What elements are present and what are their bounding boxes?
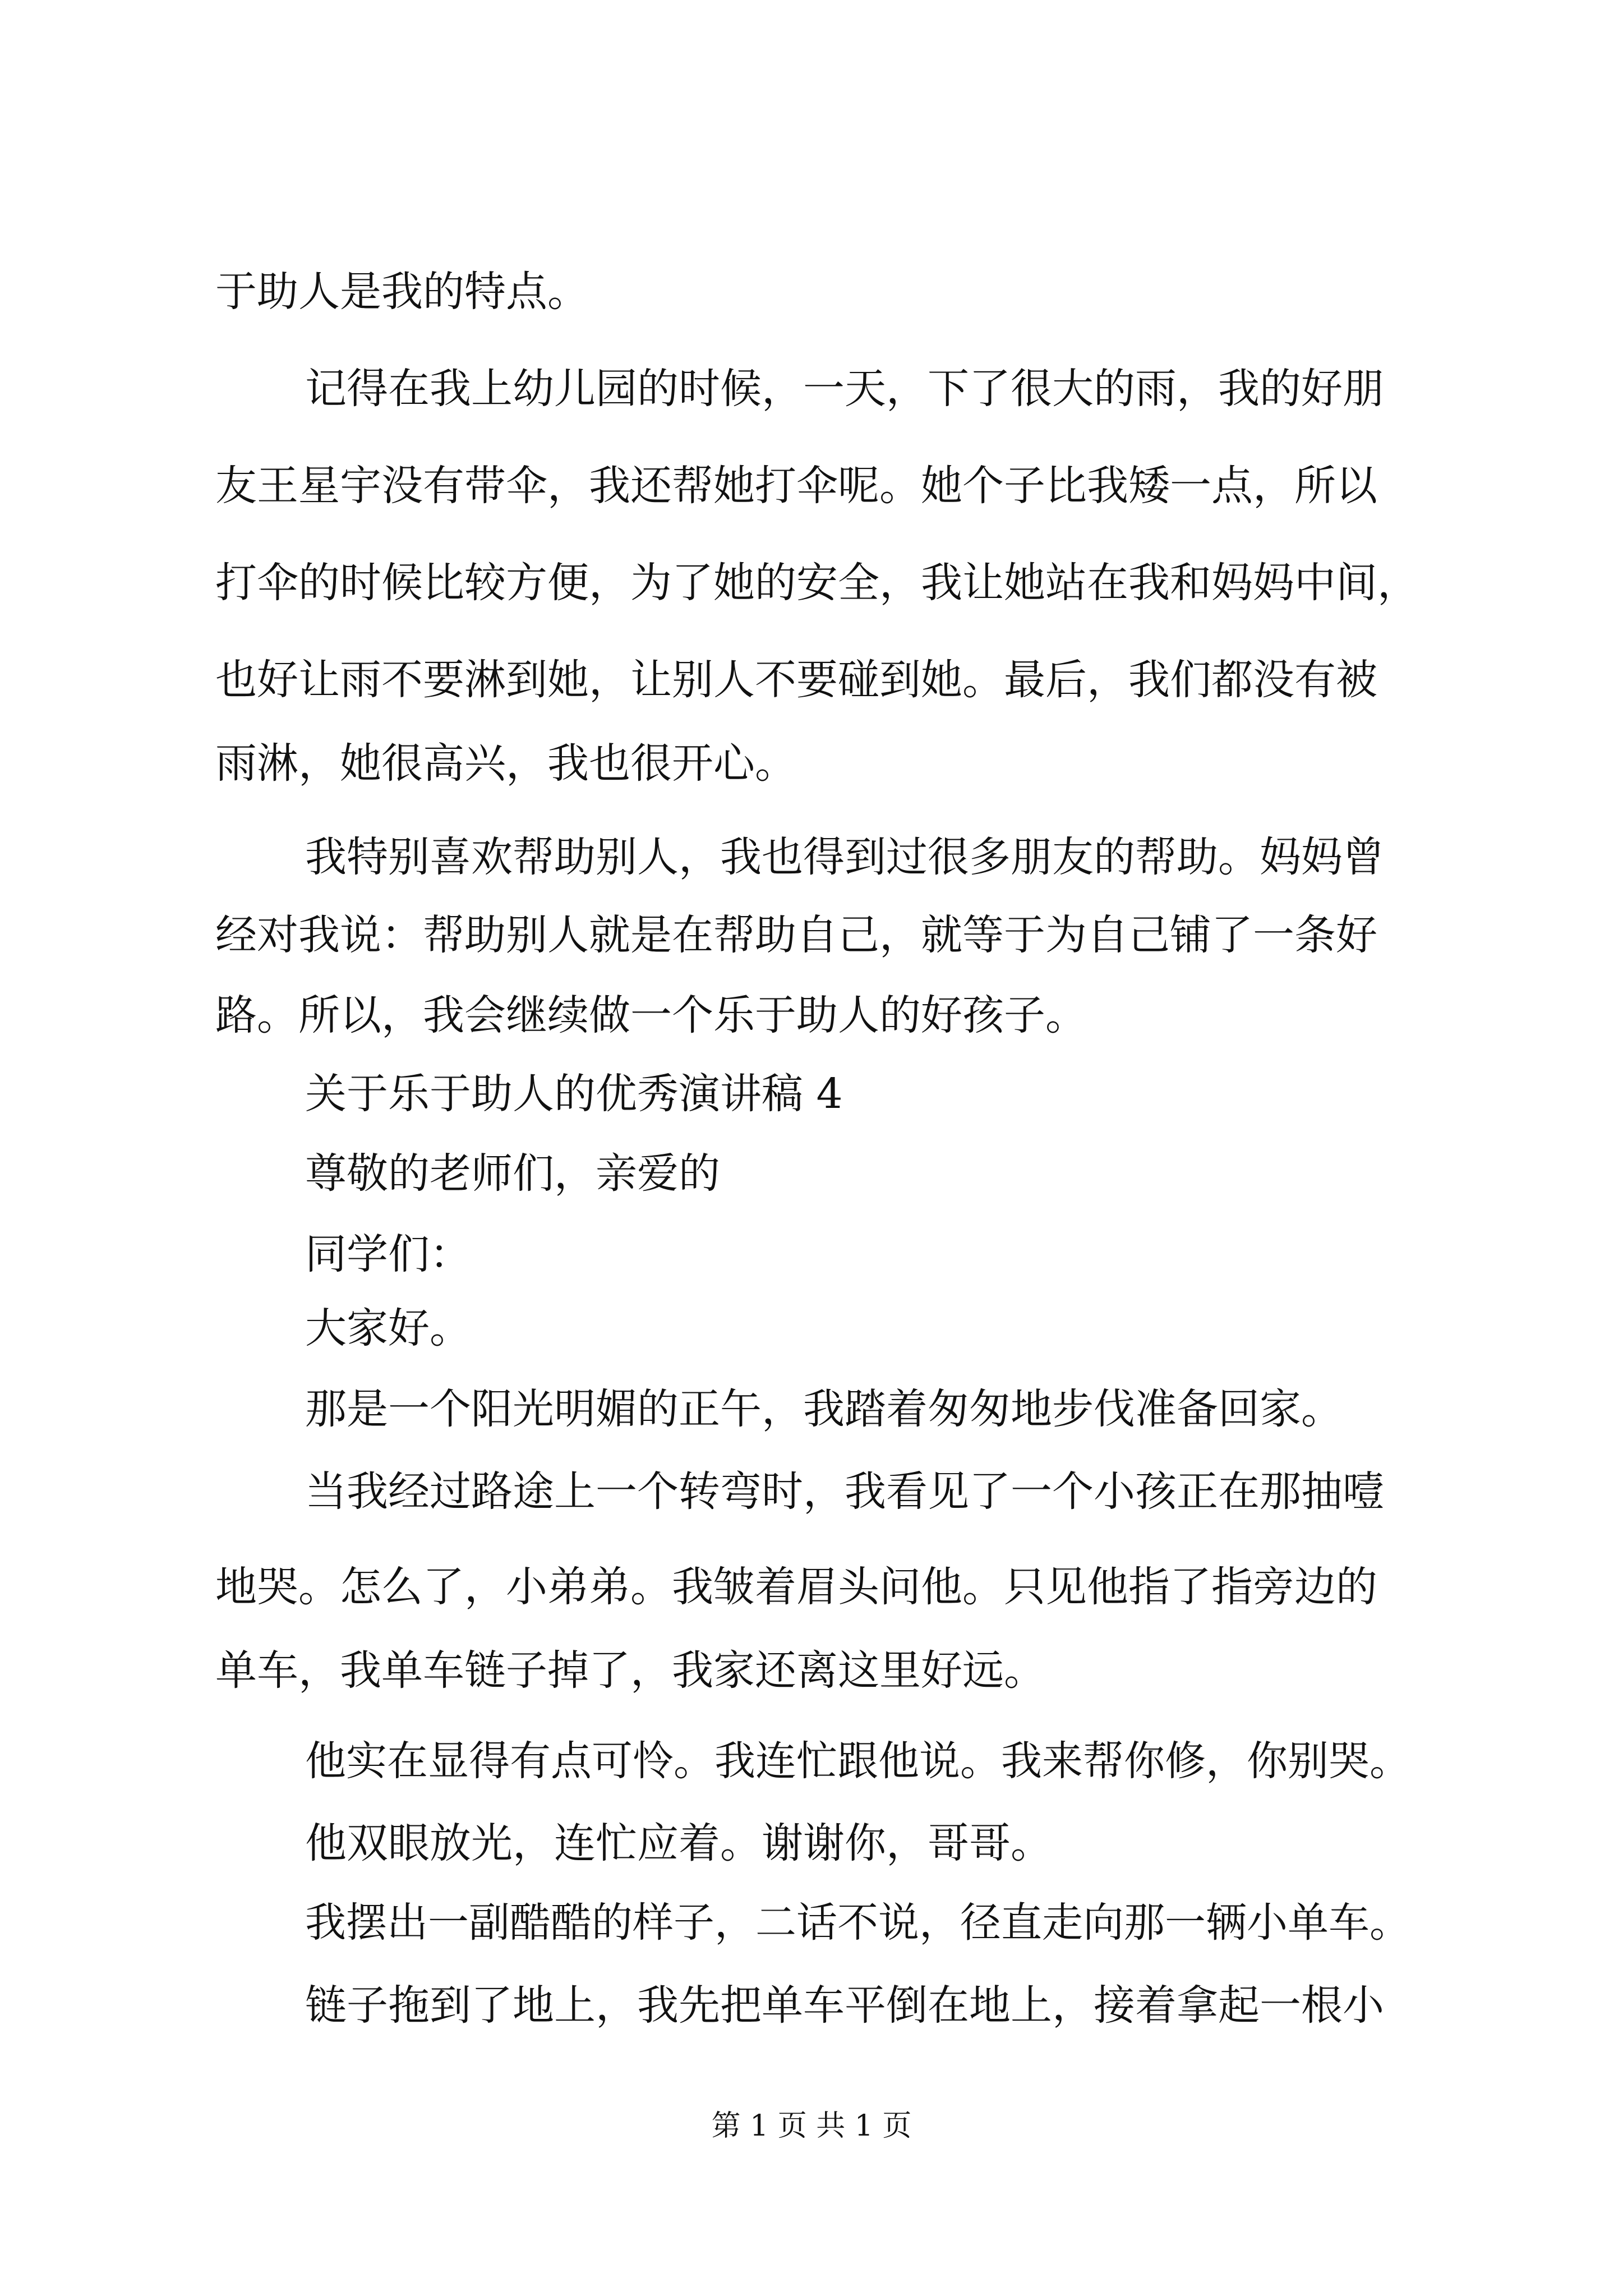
paragraph-line: 大家好。 <box>305 1304 471 1352</box>
text-line: 雨淋，她很高兴，我也很开心。 <box>215 739 796 788</box>
paragraph-line: 他实在显得有点可怜。我连忙跟他说。我来帮你修，你别哭。 <box>305 1737 1410 1785</box>
paragraph-line: 尊敬的老师们，亲爱的 <box>305 1149 720 1198</box>
paragraph-line: 当我经过路途上一个转弯时，我看见了一个小孩正在那抽噎 <box>305 1467 1384 1516</box>
text-line: 打伞的时候比较方便，为了她的安全，我让她站在我和妈妈中间， <box>215 559 1419 607</box>
text-line: 友王星宇没有带伞，我还帮她打伞呢。她个子比我矮一点，所以 <box>215 462 1377 510</box>
text-line: 地哭。怎么了，小弟弟。我皱着眉头问他。只见他指了指旁边的 <box>215 1563 1377 1611</box>
paragraph-line: 链子拖到了地上，我先把单车平倒在地上，接着拿起一根小 <box>305 1981 1384 2030</box>
paragraph-line: 我摆出一副酷酷的样子，二话不说，径直走向那一辆小单车。 <box>305 1899 1410 1947</box>
paragraph-line: 记得在我上幼儿园的时候，一天，下了很大的雨，我的好朋 <box>305 365 1384 413</box>
section-heading: 关于乐于助人的优秀演讲稿 4 <box>305 1070 843 1118</box>
text-line: 单车，我单车链子掉了，我家还离这里好远。 <box>215 1646 1045 1695</box>
page-number-footer: 第 1 页 共 1 页 <box>711 2109 912 2143</box>
text-line: 于助人是我的特点。 <box>215 268 589 316</box>
text-line: 路。所以，我会继续做一个乐于助人的好孩子。 <box>215 991 1087 1039</box>
text-line: 经对我说：帮助别人就是在帮助自己，就等于为自己铺了一条好 <box>215 911 1377 959</box>
paragraph-line: 那是一个阳光明媚的正午，我踏着匆匆地步伐准备回家。 <box>305 1385 1343 1433</box>
paragraph-line: 他双眼放光，连忙应着。谢谢你，哥哥。 <box>305 1819 1052 1867</box>
paragraph-line: 我特别喜欢帮助别人，我也得到过很多朋友的帮助。妈妈曾 <box>305 833 1384 881</box>
text-line: 也好让雨不要淋到她，让别人不要碰到她。最后，我们都没有被 <box>215 656 1377 704</box>
paragraph-line: 同学们： <box>305 1230 471 1278</box>
